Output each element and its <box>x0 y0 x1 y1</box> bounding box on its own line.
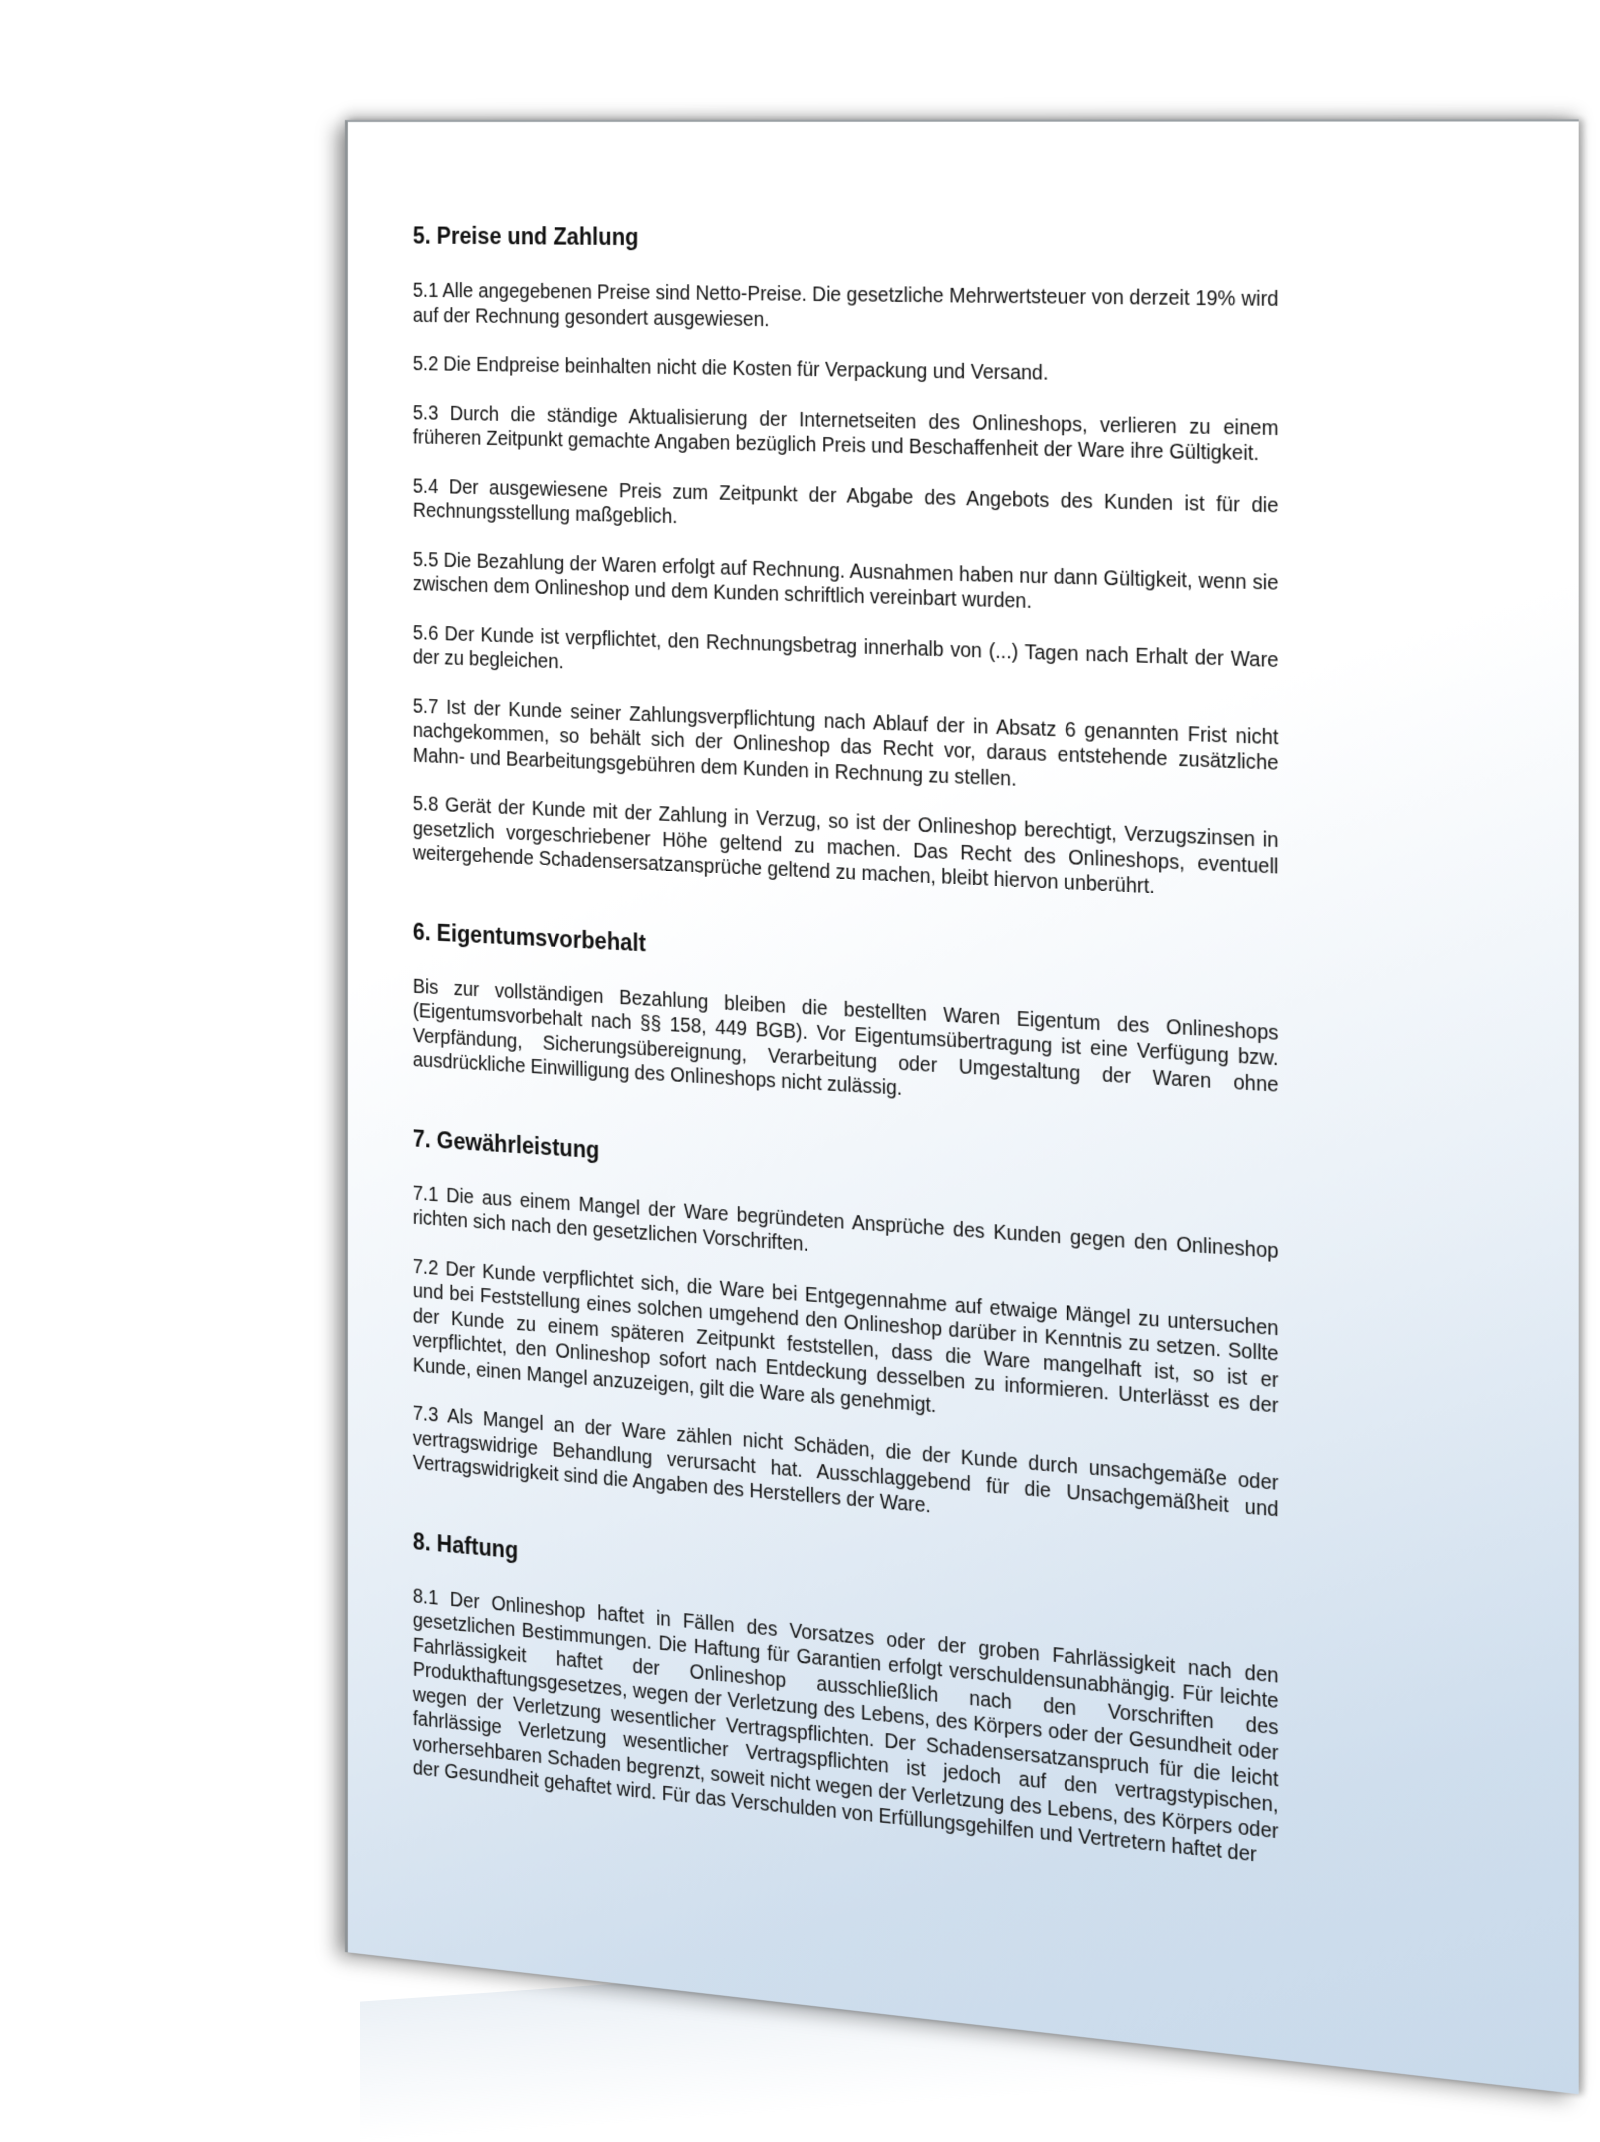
paragraph-5-5: 5.5 Die Bezahlung der Waren erfolgt auf Rechnung. Ausnahmen haben nur dann Gültigkeit, wenn sie zwischen dem Onlineshop und dem Kunden schriftlich vereinbart wurden. <box>412 547 1279 614</box>
section-heading-eigentumsvorbehalt: 6. Eigentumsvorbehalt <box>412 917 646 957</box>
section-heading-haftung: 8. Haftung <box>412 1527 519 1565</box>
paragraph-5-1: 5.1 Alle angegebenen Preise sind Netto-Preise. Die gesetzliche Mehrwertsteuer von derzeit 19% wird auf der Rechnung gesondert ausgewiesen. <box>412 278 1279 331</box>
paragraph-5-2: 5.2 Die Endpreise beinhalten nicht die Kosten für Verpackung und Versand. <box>412 351 1049 385</box>
paragraph-5-7: 5.7 Ist der Kunde seiner Zahlungsverpflichtung nach Ablauf der in Absatz 6 genannten Frist nicht nachgekommen, so behält sich der Onlineshop das Recht vor, daraus entstehende zusätzliche Mahn- und Bearbeitungsgebühren dem Kunden in Rechnung zu stellen. <box>412 693 1279 791</box>
paragraph-8-1: 8.1 Der Onlineshop haftet in Fällen des Vorsatzes oder der groben Fahrlässigkeit nach den gesetzlichen Bestimmungen. Die Haftung für Garantien erfolgt verschuldensunabhängig. Für leichte Fahrlässigkeit haftet der Onlineshop ausschließlich nach den Vorschriften des Produkthaftungsgesetzes, wegen der Verletzung des Lebens, des Körpers oder der Gesundheit oder wegen der Verletzung wesentlicher Vertragspflichten. Der Schadensersatzanspruch für die leicht fahrlässige Verletzung wesentlicher Vertragspflichten ist jedoch auf den vertragstypischen, vorhersehbaren Schaden begrenzt, soweit nicht wegen der Verletzung des Lebens, des Körpers oder der Gesundheit gehaftet wird. Für das Verschulden von Erfüllungsgehilfen und Vertretern haftet der <box>412 1583 1279 1867</box>
document-content <box>413 222 1279 1896</box>
document-page <box>345 119 1579 2094</box>
paragraph-5-4: 5.4 Der ausgewiesene Preis zum Zeitpunkt der Abgabe des Angebots des Kunden ist für die Rechnungsstellung maßgeblich. <box>412 473 1279 529</box>
paragraph-7-3: 7.3 Als Mangel an der Ware zählen nicht Schäden, die der Kunde durch unsachgemäße oder vertragswidrige Behandlung verursacht hat. Ausschlaggebend für die Unsachgemäßheit und Vertragswidrigkeit sind die Angaben des Herstellers der Ware. <box>412 1401 1279 1522</box>
section-heading-gewaehrleistung: 7. Gewährleistung <box>412 1124 600 1164</box>
paragraph-7-2: 7.2 Der Kunde verpflichtet sich, die Ware bei Entgegennahme auf etwaige Mängel zu untersuchen und bei Feststellung eines solchen umgehend den Onlineshop darüber in Kenntnis zu setzen. Sollte der Kunde zu einem späteren Zeitpunkt feststellen, dass die Ware mangelhaft ist, so ist er verpflichtet, den Onlineshop sofort nach Entdeckung desselben zu informieren. Unterlässt es der Kunde, einen Mangel anzuzeigen, gilt die Ware als genehmigt. <box>412 1254 1279 1418</box>
section-heading-preise: 5. Preise und Zahlung <box>412 222 639 252</box>
paragraph-6: Bis zur vollständigen Bezahlung bleiben die bestellten Waren Eigentum des Onlineshops (Eigentumsvorbehalt nach §§ 158, 449 BGB). Vor Eigentumsübertragung ist eine Verfügung bzw. Verpfändung, Sicherungsübereignung, Verarbeitung oder Umgestaltung der Waren ohne ausdrückliche Einwilligung des Onlineshops nicht zulässig. <box>412 974 1279 1101</box>
paragraph-5-8: 5.8 Gerät der Kunde mit der Zahlung in Verzug, so ist der Onlineshop berechtigt, Verzugszinsen in gesetzlich vorgeschriebener Höhe geltend zu machen. Das Recht des Onlineshops, eventuell weitergehende Schadensersatzansprüche geltend zu machen, bleibt hiervon unberührt. <box>412 791 1279 899</box>
paragraph-5-6: 5.6 Der Kunde ist verpflichtet, den Rechnungsbetrag innerhalb von (...) Tagen nach Erhalt der Ware der zu begleichen. <box>412 620 1279 674</box>
paragraph-7-1: 7.1 Die aus einem Mangel der Ware begründeten Ansprüche des Kunden gegen den Onlineshop richten sich nach den gesetzlichen Vorschriften. <box>412 1180 1279 1263</box>
paragraph-5-3: 5.3 Durch die ständige Aktualisierung der Internetseiten des Onlineshops, verlieren zu einem früheren Zeitpunkt gemachte Angaben bezüglich Preis und Beschaffenheit der Ware ihre Gültigkeit. <box>412 400 1279 466</box>
